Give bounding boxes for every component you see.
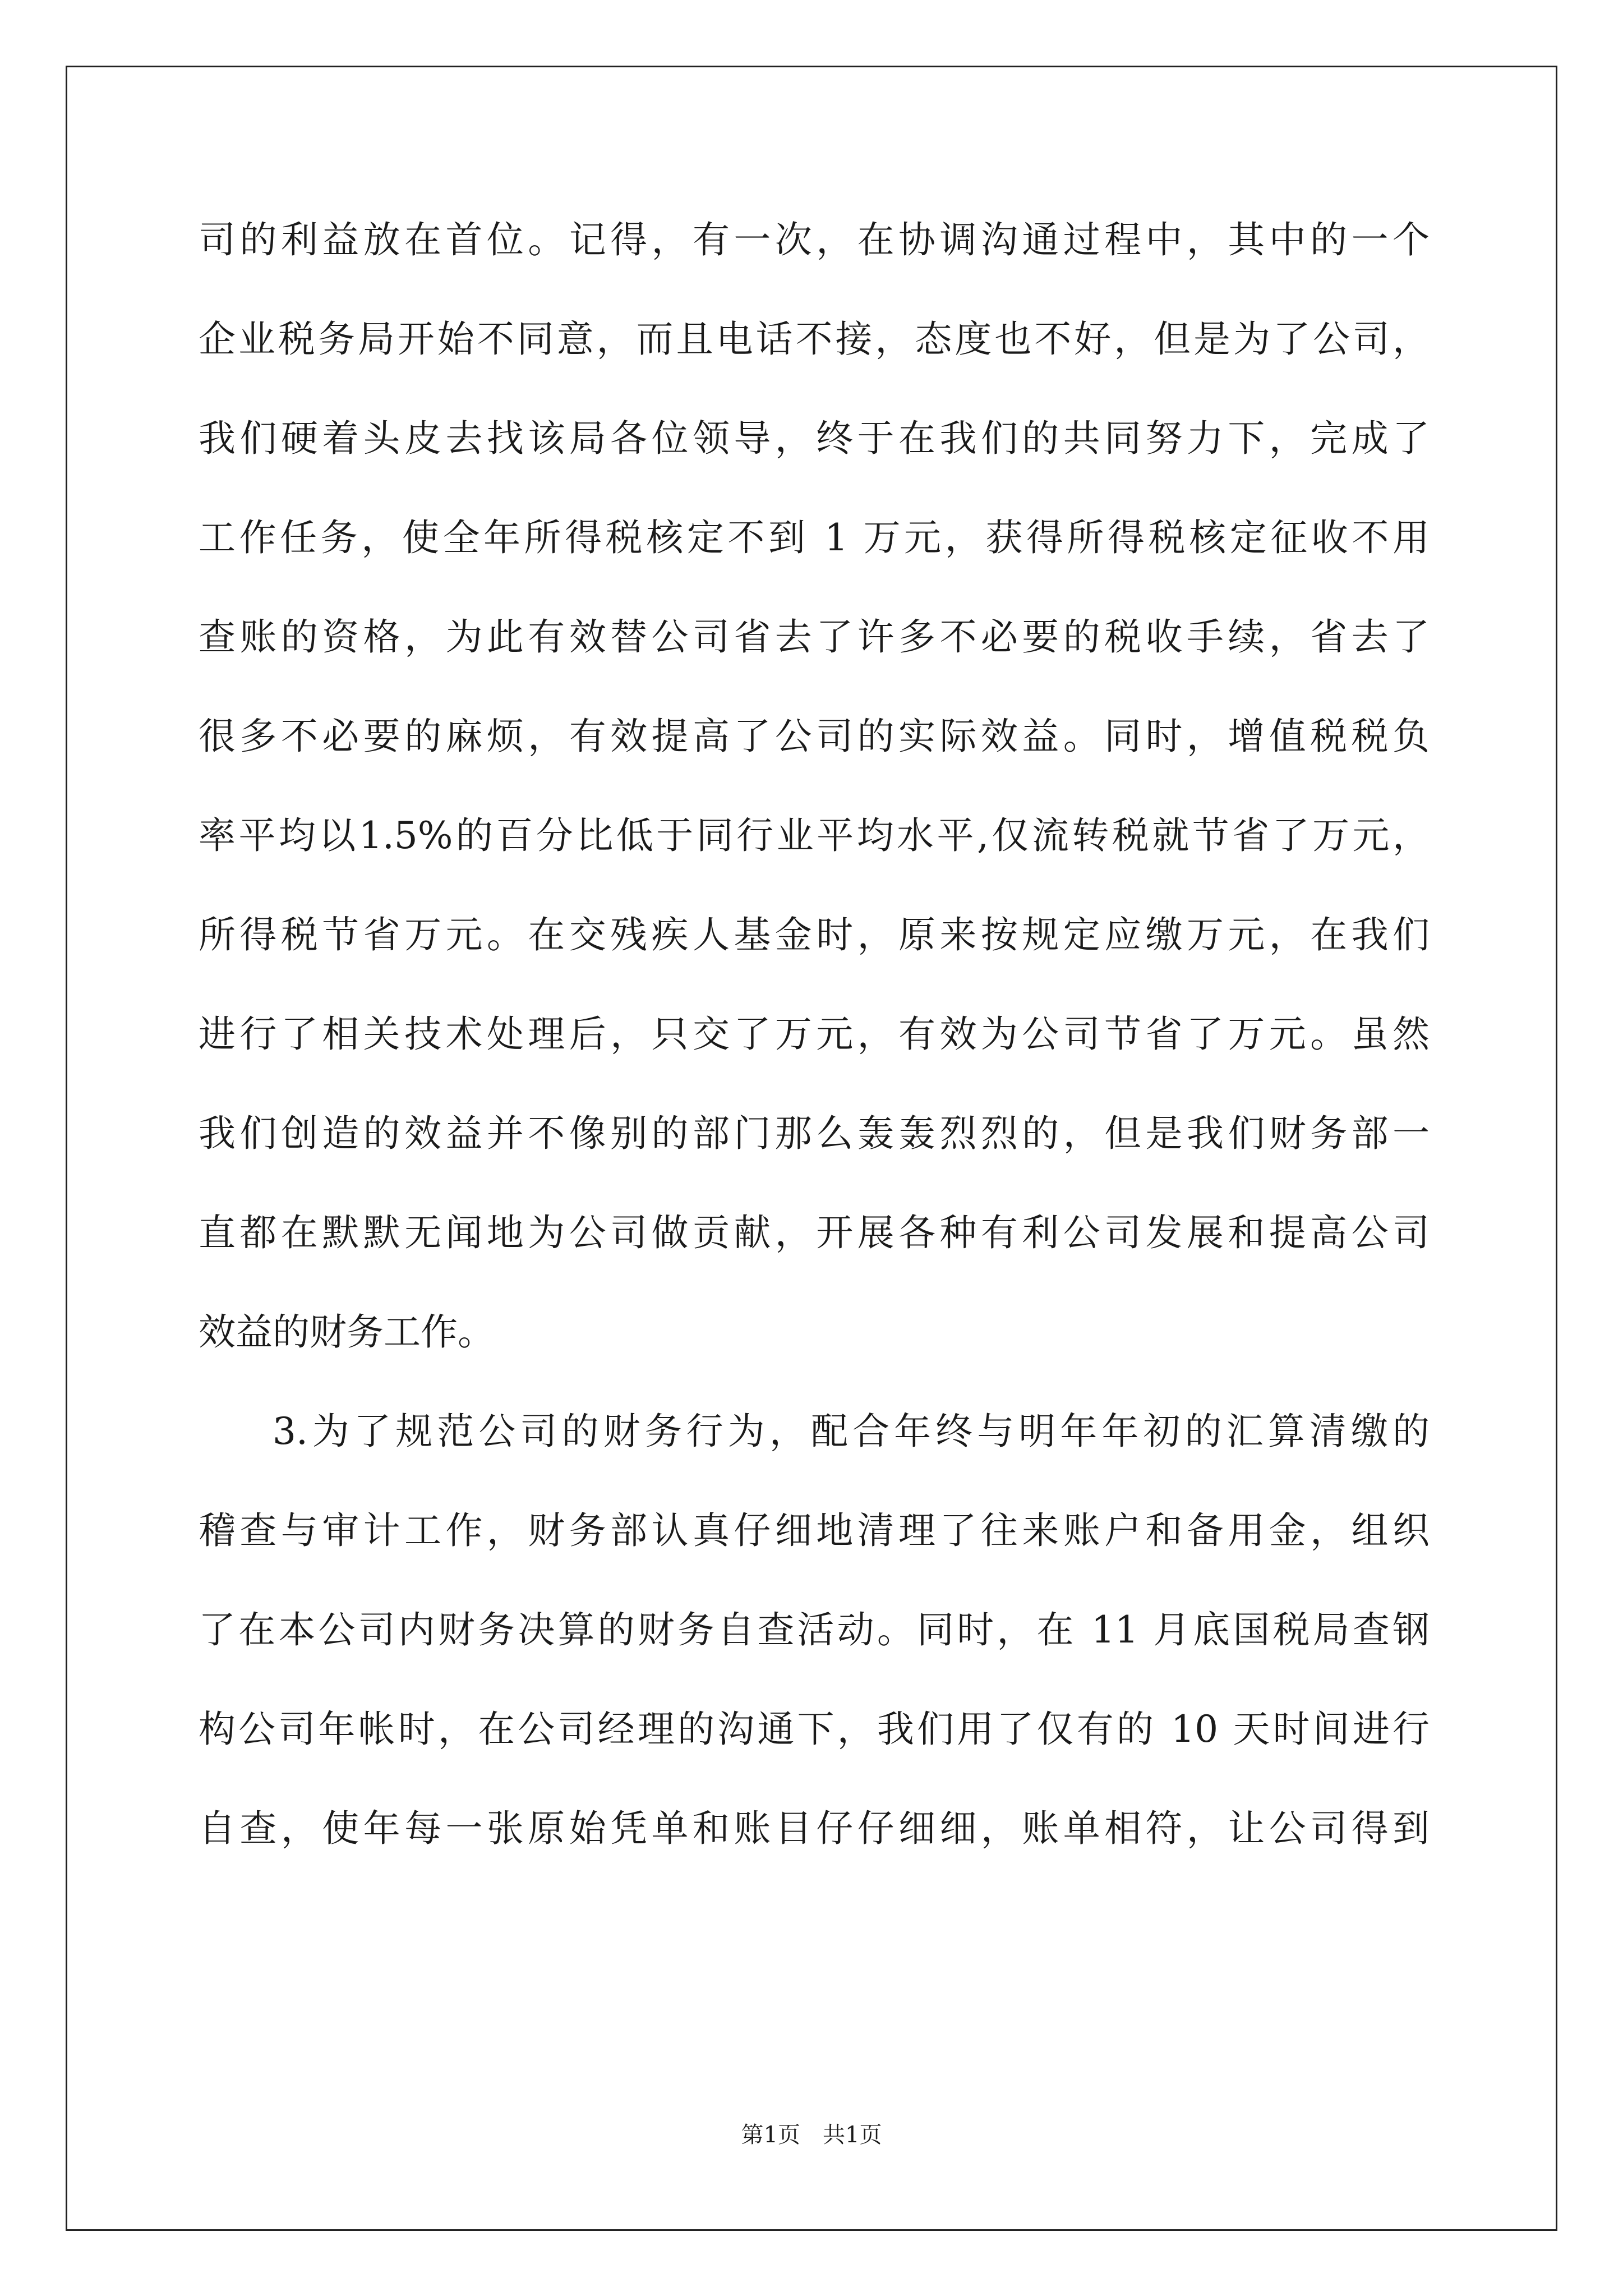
text-line: 了在本公司内财务决算的财务自查活动。同时，在 11 月底国税局查钢 bbox=[199, 1608, 1430, 1651]
text-line: 企业税务局开始不同意，而且电话不接，态度也不好，但是为了公司， bbox=[199, 318, 1430, 361]
text-line: 司的利益放在首位。记得，有一次，在协调沟通过程中，其中的一个 bbox=[199, 218, 1430, 261]
page-footer: 第1页 共1页 bbox=[741, 2122, 882, 2148]
text-line: 自查，使年每一张原始凭单和账目仔仔细细，账单相符，让公司得到 bbox=[199, 1807, 1430, 1850]
paragraph-start-line: 3.为了规范公司的财务行为，配合年终与明年年初的汇算清缴的 bbox=[273, 1410, 1430, 1453]
text-line: 直都在默默无闻地为公司做贡献，开展各种有利公司发展和提高公司 bbox=[199, 1211, 1430, 1254]
text-line: 构公司年帐时，在公司经理的沟通下，我们用了仅有的 10 天时间进行 bbox=[199, 1708, 1430, 1751]
text-line: 率平均以1.5%的百分比低于同行业平均水平,仅流转税就节省了万元， bbox=[199, 814, 1430, 857]
text-line: 进行了相关技术处理后，只交了万元，有效为公司节省了万元。虽然 bbox=[199, 1013, 1430, 1056]
text-line: 工作任务，使全年所得税核定不到 1 万元，获得所得税核定征收不用 bbox=[199, 516, 1430, 559]
text-line: 我们创造的效益并不像别的部门那么轰轰烈烈的，但是我们财务部一 bbox=[199, 1112, 1430, 1155]
paragraph-end-line: 效益的财务工作。 bbox=[199, 1310, 495, 1354]
text-line: 查账的资格，为此有效替公司省去了许多不必要的税收手续，省去了 bbox=[199, 615, 1430, 659]
text-line: 很多不必要的麻烦，有效提高了公司的实际效益。同时，增值税税负 bbox=[199, 715, 1430, 758]
text-line: 稽查与审计工作，财务部认真仔细地清理了往来账户和备用金，组织 bbox=[199, 1509, 1430, 1552]
text-line: 所得税节省万元。在交残疾人基金时，原来按规定应缴万元，在我们 bbox=[199, 913, 1430, 956]
document-body bbox=[199, 218, 1430, 1910]
text-line: 我们硬着头皮去找该局各位领导，终于在我们的共同努力下，完成了 bbox=[199, 417, 1430, 460]
